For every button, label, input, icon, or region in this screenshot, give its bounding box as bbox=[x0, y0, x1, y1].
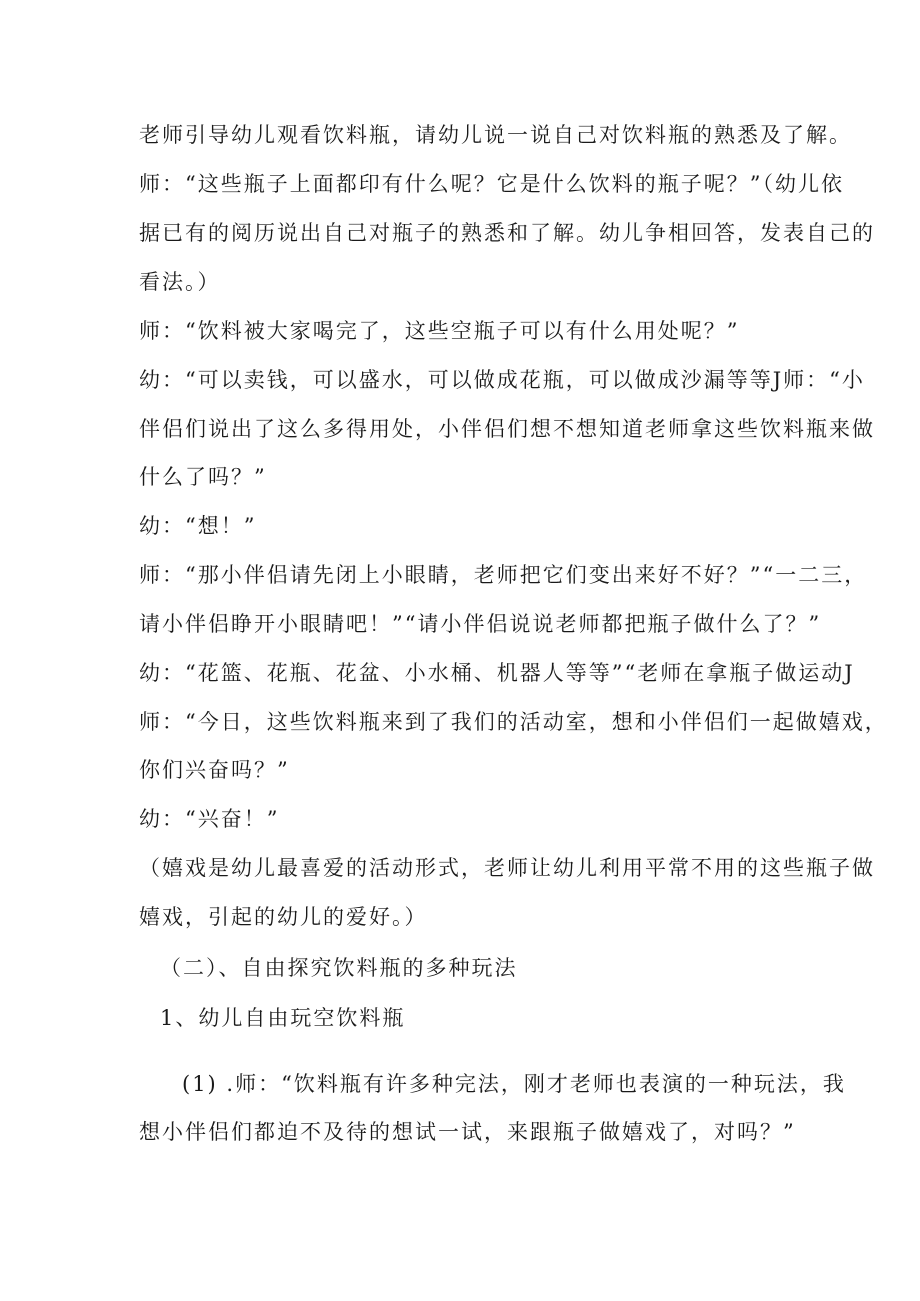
text-line-11: 请小伴侣睁开小眼睛吧！”“请小伴侣说说老师都把瓶子做什么了？” bbox=[139, 612, 822, 636]
text-line-6: 幼：“可以卖钱，可以盛水，可以做成花瓶，可以做成沙漏等等J师：“小 bbox=[139, 368, 865, 392]
text-line-1: 老师引导幼儿观看饮料瓶，请幼儿说一说自己对饮料瓶的熟悉及了解。 bbox=[139, 123, 852, 147]
text-line-16: （嬉戏是幼儿最喜爱的活动形式，老师让幼儿利用平常不用的这些瓶子做 bbox=[139, 856, 875, 880]
text-line-21: 想小伴侣们都迫不及待的想试一试，来跟瓶子做嬉戏了，对吗？” bbox=[139, 1120, 796, 1144]
text-line-7: 伴侣们说出了这么多得用处，小伴侣们想不想知道老师拿这些饮料瓶来做 bbox=[139, 417, 875, 441]
section-heading: （二）、自由探究饮料瓶的多种玩法 bbox=[160, 956, 518, 980]
text-line-10: 师：“那小伴侣请先闭上小眼睛，老师把它们变出来好不好？”“一二三， bbox=[139, 563, 868, 587]
text-line-5: 师：“饮料被大家喝完了，这些空瓶子可以有什么用处呢？” bbox=[139, 319, 740, 343]
text-line-9: 幼：“想！” bbox=[139, 514, 257, 538]
text-line-2: 师：“这些瓶子上面都印有什么呢？它是什么饮料的瓶子呢？”（幼儿依 bbox=[139, 172, 844, 196]
text-line-15: 幼：“兴奋！” bbox=[139, 807, 280, 831]
text-line-13: 师：“今日，这些饮料瓶来到了我们的活动室，想和小伴侣们一起做嬉戏， bbox=[139, 710, 888, 734]
text-line-4: 看法。） bbox=[139, 270, 221, 294]
subsection-heading: 1、幼儿自由玩空饮料瓶 bbox=[160, 1006, 406, 1030]
text-line-17: 嬉戏，引起的幼儿的爱好。） bbox=[139, 905, 428, 929]
text-line-8: 什么了吗？” bbox=[139, 465, 267, 489]
text-line-12: 幼：“花篮、花瓶、花盆、小水桶、机器人等等”“老师在拿瓶子做运动J bbox=[139, 661, 855, 685]
text-line-14: 你们兴奋吗？” bbox=[139, 758, 290, 782]
text-line-20: (1) .师：“饮料瓶有许多种完法，刚才老师也表演的一种玩法，我 bbox=[182, 1072, 846, 1096]
text-line-3: 据已有的阅历说出自己对瓶子的熟悉和了解。幼儿争相回答，发表自己的 bbox=[139, 221, 875, 245]
